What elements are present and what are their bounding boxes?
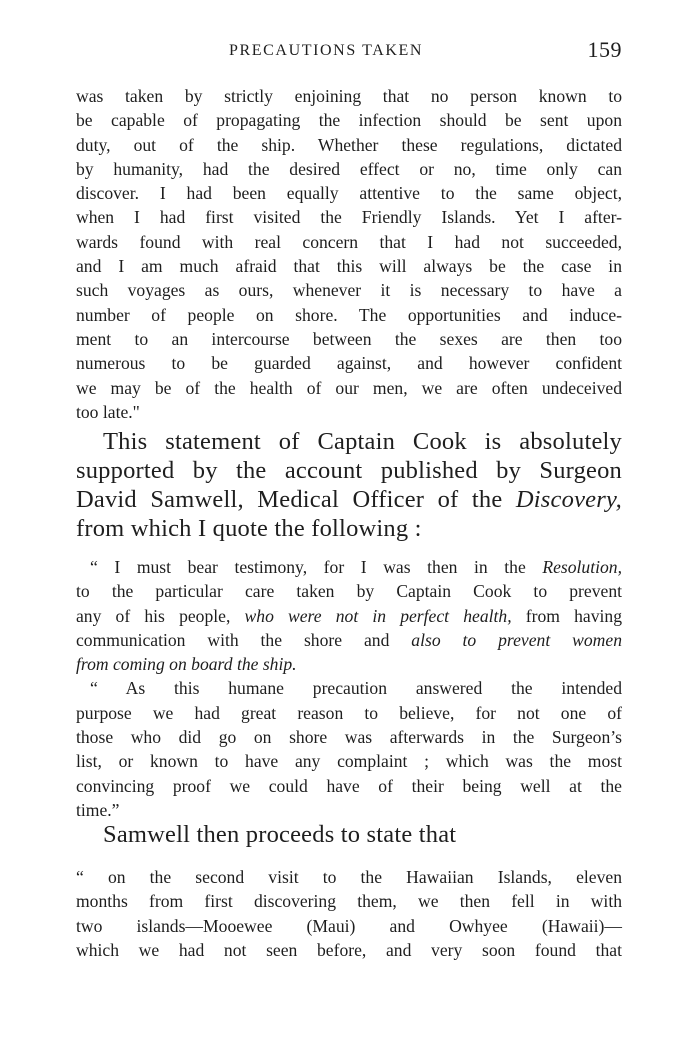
- text-line: and I am much afraid that this will always be the case in: [76, 256, 622, 277]
- text-line: duty, out of the ship. Whether these regulations, dictated: [76, 134, 622, 155]
- emphasis-text: from coming on board the ship.: [76, 654, 297, 675]
- text-line: [76, 604, 622, 628]
- text-line: “ on the second visit to the Hawaiian Islands, eleven: [76, 867, 622, 887]
- text-line: time.”: [76, 799, 120, 820]
- text-line: was taken by strictly enjoining that no person known to: [76, 86, 622, 106]
- text-line: discover. I had been equally attentive to the same object,: [76, 183, 622, 204]
- text-line: such voyages as ours, whenever it is necessary to have a: [76, 280, 622, 301]
- quoted-paragraph-samwell: [76, 555, 622, 822]
- text-line: to the particular care taken by Captain Cook to prevent: [76, 581, 622, 602]
- text-line: from which I quote the following :: [76, 515, 422, 542]
- page-number: 159: [587, 37, 622, 62]
- text-line: we may be of the health of our men, we are often undeceived: [76, 377, 622, 398]
- text-line: which we had not seen before, and very soon found that: [76, 939, 622, 960]
- quoted-paragraph-cook: [76, 84, 622, 424]
- text-line: ment to an intercourse between the sexes are then too: [76, 328, 622, 349]
- ship-name: Discovery,: [515, 486, 622, 513]
- text-line: [76, 555, 622, 579]
- text-run: communication with the shore and: [76, 629, 412, 650]
- text-line: [76, 652, 622, 676]
- text-run: from having: [511, 605, 622, 626]
- text-line: two islands—Mooewee (Maui) and Owhyee (Hawaii)—: [76, 915, 622, 936]
- text-line: This statement of Captain Cook is absolutely: [103, 428, 622, 455]
- text-line: number of people on shore. The opportunities and induce-: [76, 304, 622, 325]
- emphasis-text: who were not in perfect health,: [244, 605, 512, 626]
- page-header: [76, 38, 622, 68]
- body-paragraph-samwell: [76, 820, 622, 849]
- text-run: David Samwell, Medical Officer of the: [76, 486, 516, 513]
- quoted-paragraph-hawaii: [76, 865, 622, 962]
- text-line: convincing proof we could have of their being well at the: [76, 775, 622, 796]
- text-line: [76, 485, 622, 514]
- text-line: too late.": [76, 401, 140, 422]
- text-line: be capable of propagating the infection should be sent upon: [76, 110, 622, 131]
- text-line: numerous to be guarded against, and however confident: [76, 353, 622, 374]
- text-line: when I had first visited the Friendly Islands. Yet I after-: [76, 207, 622, 228]
- text-line: those who did go on shore was afterwards in the Surgeon’s: [76, 727, 622, 748]
- ship-name: Resolution,: [542, 557, 622, 577]
- text-line: “ As this humane precaution answered the intended: [90, 678, 622, 699]
- text-line: by humanity, had the desired effect or no, time only can: [76, 158, 622, 179]
- text-line: Samwell then proceeds to state that: [103, 821, 457, 848]
- text-line: purpose we had great reason to believe, for not one of: [76, 702, 622, 723]
- text-line: list, or known to have any complaint ; which was the most: [76, 751, 622, 772]
- text-line: months from first discovering them, we then fell in with: [76, 891, 622, 912]
- running-head: PRECAUTIONS TAKEN: [229, 42, 424, 59]
- text-line: wards found with real concern that I had not succeeded,: [76, 231, 622, 252]
- text-line: supported by the account published by Surgeon: [76, 457, 622, 484]
- text-run: “ I must bear testimony, for I was then in the: [90, 557, 543, 577]
- emphasis-text: also to prevent women: [411, 629, 622, 650]
- text-run: any of his people,: [76, 605, 245, 626]
- body-paragraph-statement: [76, 427, 622, 543]
- text-line: [76, 628, 622, 652]
